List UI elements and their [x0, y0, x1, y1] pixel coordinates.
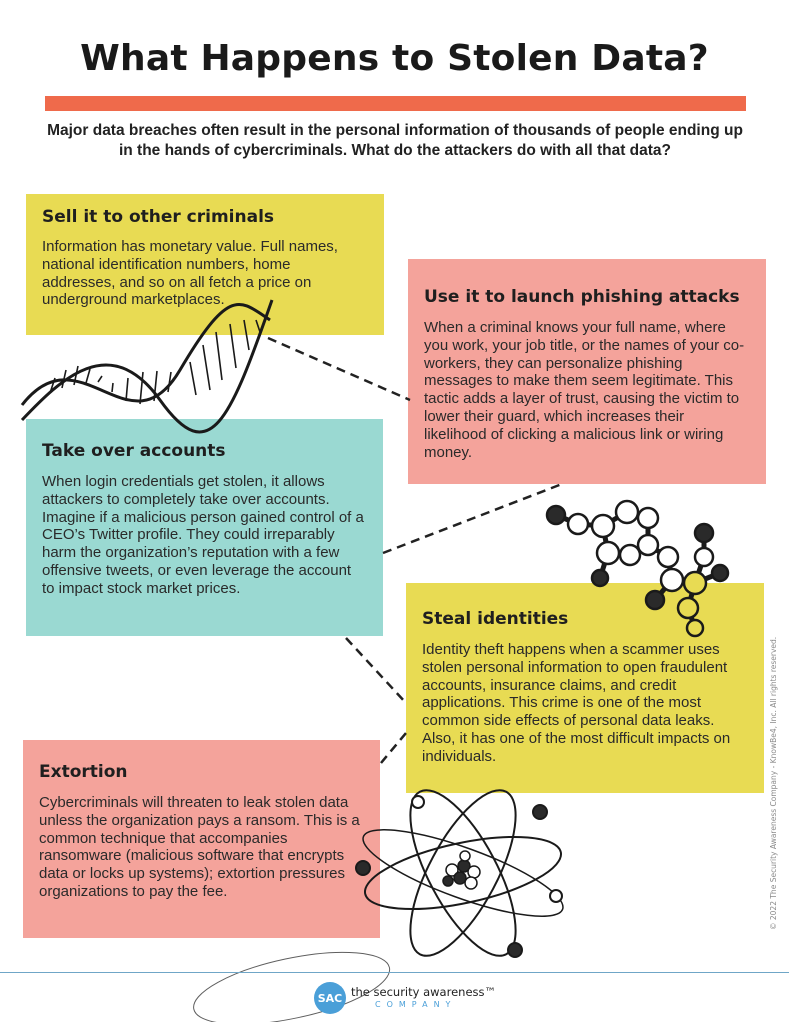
card-extortion: [23, 740, 380, 938]
logo-badge-icon: SAC: [314, 982, 346, 1014]
card-take-over-accounts: [26, 419, 383, 636]
card-heading: Use it to launch phishing attacks: [424, 287, 740, 307]
card-heading: Sell it to other criminals: [42, 207, 275, 227]
logo-line-2: COMPANY: [375, 999, 457, 1009]
card-body: When a criminal knows your full name, where you work, your job title, or the names of your co-workers, they can personalize phishing messages to make them seem legitimate. This tactic adds a layer of trust, causing the victim to lower their guard, which increases their likelihood of clicking a malicious link or wiring money.: [424, 319, 745, 461]
card-heading: Steal identities: [422, 609, 569, 629]
card-body: Information has monetary value. Full names, national identification numbers, home addresses, and so on all fetch a price on underground marketplaces.: [42, 238, 338, 309]
company-logo: [314, 980, 496, 1016]
card-body: Cybercriminals will threaten to leak stolen data unless the organization pays a ransom. This is a common technique that accompanies ransomware (malicious software that encrypts data or locks up systems); extortion pressures organizations to pay the fee.: [39, 794, 360, 900]
card-body: Identity theft happens when a scammer uses stolen personal information to open fraudulent accounts, insurance claims, and credit applications. This crime is one of the most common side effects of personal data leaks. Also, it has one of the most difficult impacts on individuals.: [422, 641, 731, 765]
title-accent-bar: [45, 96, 746, 111]
logo-wordmark: [351, 986, 496, 1011]
footer-divider: [0, 972, 789, 973]
logo-line-1: the security awareness™: [351, 984, 496, 999]
card-heading: Take over accounts: [42, 441, 226, 461]
card-sell-to-criminals: [26, 194, 384, 335]
intro-text: Major data breaches often result in the personal information of thousands of people ending up in the hands of cybercriminals. What do the attackers do with all that data?: [47, 122, 743, 159]
card-phishing-attacks: [408, 259, 766, 484]
card-steal-identities: [406, 583, 764, 793]
card-heading: Extortion: [39, 762, 128, 782]
card-body: When login credentials get stolen, it allows attackers to completely take over accounts. Imagine if a malicious person gained control of a CEO’s Twitter profile. They could irreparably harm the organization’s reputation with a few offensive tweets, or even leverage the account to impact stock market prices.: [42, 473, 364, 597]
page-title: What Happens to Stolen Data?: [80, 38, 709, 79]
copyright-notice: © 2022 The Security Awareness Company - KnowBe4, Inc. All rights reserved.: [769, 636, 778, 930]
